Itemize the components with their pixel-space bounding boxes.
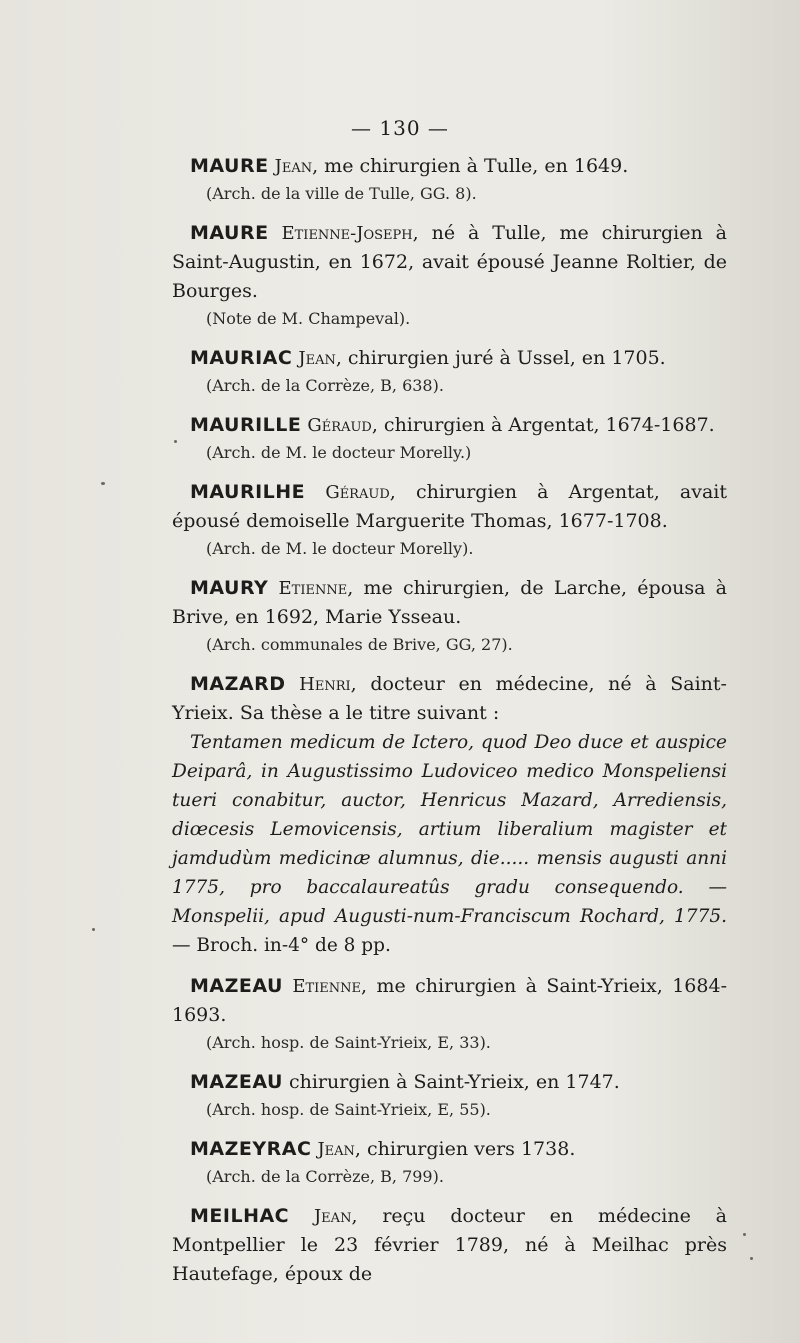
entry-meilhac-jean bbox=[172, 1202, 727, 1289]
entry-text bbox=[172, 344, 727, 373]
entry-description: , chirurgien juré à Ussel, en 1705. bbox=[335, 347, 666, 369]
entry-surname: MAURY bbox=[190, 577, 269, 599]
entry-given-name: Jean bbox=[298, 348, 336, 369]
entry-text bbox=[172, 1135, 727, 1164]
entry-given-name: Etienne bbox=[292, 976, 362, 997]
thesis-latin-title: Tentamen medicum de Ictero, quod Deo duce et auspice Deiparâ, in Augustissimo Ludoviceo medico Monspeliensi tueri conabitur, auctor, Henricus Mazard, Arrediensis, diœcesis Lemovicensis, artium liberalium magister et jamdudùm medicinæ alumnus, die..... mensis augusti anni 1775, pro baccalaureatûs gradu consequendo. — Monspelii, apud Augusti-num-Franciscum Rochard, 1775. bbox=[172, 732, 727, 927]
entry-mazeau-etienne bbox=[172, 972, 727, 1056]
entry-description: , chirurgien à Argentat, 1674-1687. bbox=[371, 414, 715, 436]
entry-surname: MAURIAC bbox=[190, 347, 293, 369]
entry-text bbox=[172, 411, 727, 440]
entry-maurilhe-geraud bbox=[172, 478, 727, 562]
page-number: — 130 — bbox=[351, 116, 449, 140]
entry-surname: MEILHAC bbox=[190, 1205, 290, 1227]
entry-description: , chirurgien vers 1738. bbox=[354, 1138, 576, 1160]
entry-source: (Arch. de M. le docteur Morelly). bbox=[206, 539, 474, 558]
entry-maury-etienne bbox=[172, 574, 727, 658]
entry-description: , reçu docteur en médecine à Montpellier le 23 février 1789, né à Meilhac près Hautefage, époux de bbox=[172, 1205, 727, 1285]
thesis-format: — Broch. in-4° de 8 pp. bbox=[172, 935, 391, 956]
entry-source: (Arch. hosp. de Saint-Yrieix, E, 55). bbox=[206, 1100, 491, 1119]
entry-source: (Arch. hosp. de Saint-Yrieix, E, 33). bbox=[206, 1033, 491, 1052]
entry-maurille-geraud bbox=[172, 411, 727, 466]
entry-mauriac-jean bbox=[172, 344, 727, 399]
thesis-title bbox=[172, 728, 727, 960]
entry-text bbox=[172, 1202, 727, 1289]
entry-description: , chirurgien à Argentat, avait épousé demoiselle Marguerite Thomas, 1677-1708. bbox=[172, 481, 727, 532]
entry-given-name: Jean bbox=[274, 156, 313, 177]
entry-source: (Note de M. Champeval). bbox=[206, 309, 411, 328]
entry-text bbox=[172, 478, 727, 536]
paper-speck bbox=[750, 1257, 753, 1260]
paper-speck bbox=[101, 482, 105, 485]
entry-text bbox=[172, 574, 727, 632]
entry-text bbox=[172, 152, 727, 181]
entry-surname: MAURE bbox=[190, 155, 269, 177]
entry-surname: MAZEAU bbox=[190, 975, 283, 997]
entry-description: , né à Tulle, me chirurgien à Saint-Augustin, en 1672, avait épousé Jeanne Roltier, de Bourges. bbox=[172, 222, 727, 302]
entry-source: (Arch. de la Corrèze, B, 638). bbox=[206, 376, 444, 395]
entry-source: (Arch. de la Corrèze, B, 799). bbox=[206, 1167, 444, 1186]
entry-surname: MAZEAU bbox=[190, 1071, 283, 1093]
entry-mazeau bbox=[172, 1068, 727, 1123]
paper-speck bbox=[743, 1233, 746, 1236]
entry-given-name: Etienne bbox=[278, 578, 348, 599]
entry-maure-jean bbox=[172, 152, 727, 207]
entry-text bbox=[172, 219, 727, 306]
entry-surname: MAZARD bbox=[190, 673, 286, 695]
entry-text bbox=[172, 670, 727, 728]
entry-given-name: Géraud bbox=[325, 482, 390, 503]
entry-description: , me chirurgien, de Larche, épousa à Brive, en 1692, Marie Ysseau. bbox=[172, 577, 727, 628]
entry-surname: MAZEYRAC bbox=[190, 1138, 312, 1160]
entry-source: (Arch. communales de Brive, GG, 27). bbox=[206, 635, 513, 654]
paper-speck bbox=[92, 928, 95, 931]
entry-given-name: Henri bbox=[299, 674, 351, 695]
entry-given-name: Géraud bbox=[307, 415, 372, 436]
entry-text bbox=[172, 972, 727, 1030]
entry-source: (Arch. de M. le docteur Morelly.) bbox=[206, 443, 472, 462]
entry-description: , me chirurgien à Saint-Yrieix, 1684-1693. bbox=[172, 975, 727, 1026]
entry-description: , docteur en médecine, né à Saint-Yrieix. Sa thèse a le titre suivant : bbox=[172, 673, 727, 724]
entry-given-name: Jean bbox=[317, 1139, 355, 1160]
entry-text bbox=[172, 1068, 727, 1097]
entry-mazard-henri bbox=[172, 670, 727, 960]
paper-speck bbox=[174, 440, 177, 443]
entry-description: , me chirurgien à Tulle, en 1649. bbox=[312, 155, 629, 177]
entry-maure-etienne-joseph bbox=[172, 219, 727, 332]
entry-given-name: Jean bbox=[313, 1206, 352, 1227]
entry-description: chirurgien à Saint-Yrieix, en 1747. bbox=[282, 1071, 620, 1093]
entry-surname: MAURILHE bbox=[190, 481, 306, 503]
entry-mazeyrac-jean bbox=[172, 1135, 727, 1190]
entry-surname: MAURILLE bbox=[190, 414, 302, 436]
entries-list bbox=[172, 152, 727, 1301]
entry-surname: MAURE bbox=[190, 222, 269, 244]
entry-given-name: Etienne-Joseph bbox=[281, 223, 413, 244]
entry-source: (Arch. de la ville de Tulle, GG. 8). bbox=[206, 184, 477, 203]
